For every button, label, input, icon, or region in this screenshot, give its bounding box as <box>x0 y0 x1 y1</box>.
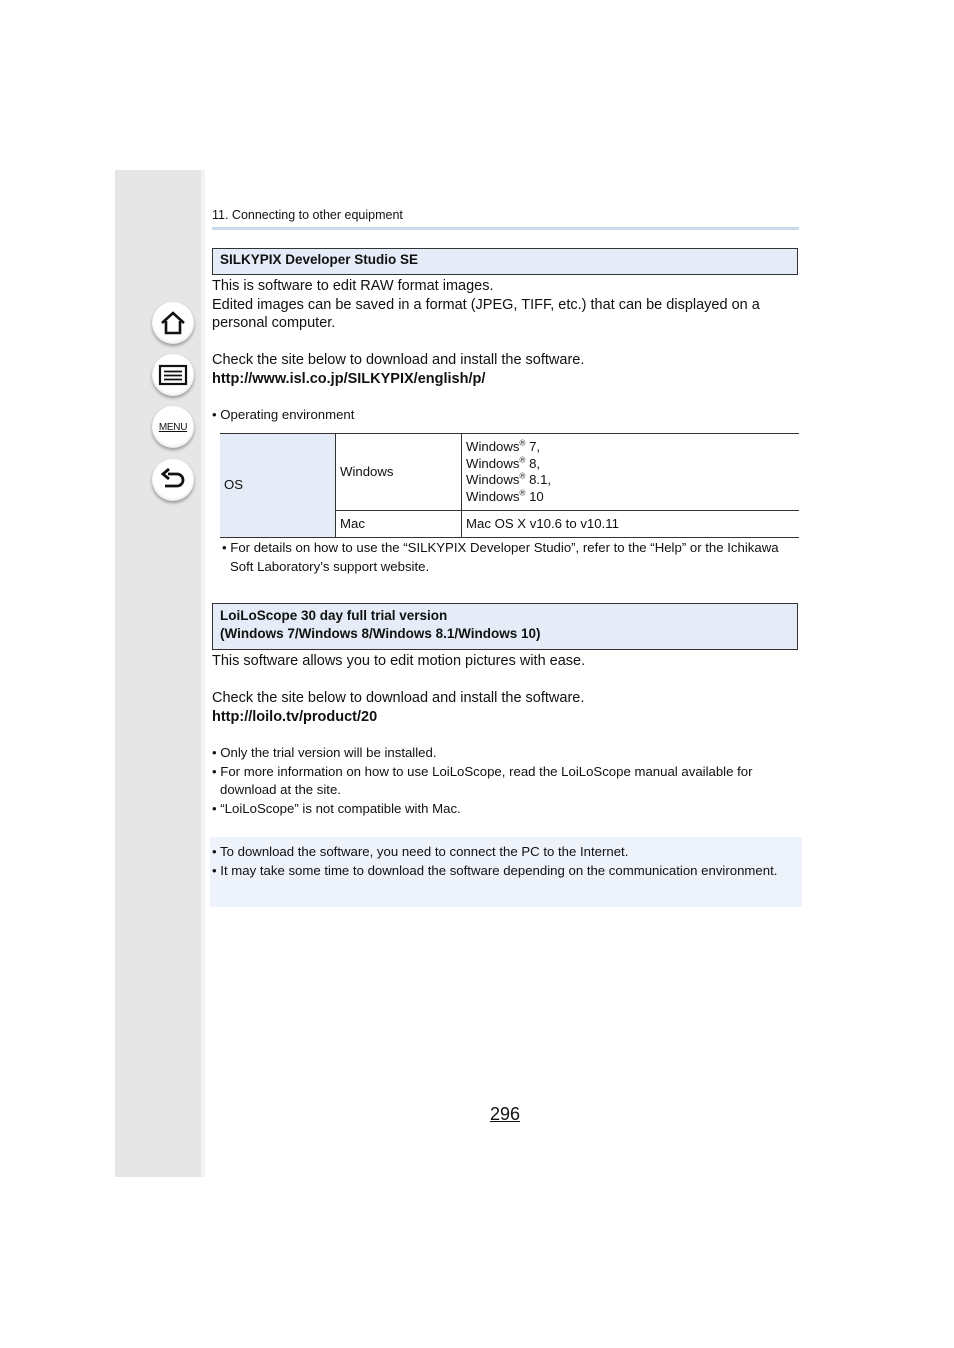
section-header-silkypix <box>212 248 798 275</box>
list-item: • Only the trial version will be installed. <box>212 745 437 760</box>
download-instruction: Check the site below to download and install the software. <box>212 690 585 706</box>
windows-label: Windows <box>340 463 394 479</box>
download-instruction: Check the site below to download and install the software. <box>212 352 585 368</box>
chapter-rule <box>212 227 799 230</box>
list-item: • To download the software, you need to connect the PC to the Internet. <box>212 844 629 859</box>
contents-button[interactable] <box>152 354 194 396</box>
section-title: SILKYPIX Developer Studio SE <box>220 252 419 267</box>
windows-version: Windows® 7, <box>466 438 541 454</box>
windows-version: Windows® 8.1, <box>466 471 552 487</box>
list-item: • For more information on how to use LoiLoScope, read the LoiLoScope manual available for download at the site. <box>212 763 753 797</box>
sidebar-edge <box>201 170 205 1177</box>
mac-versions-cell <box>462 511 800 538</box>
list-item: • It may take some time to download the software depending on the communication environment. <box>212 862 778 878</box>
mac-label: Mac <box>340 515 365 531</box>
silkypix-download <box>212 351 798 388</box>
operating-environment-label: • Operating environment <box>212 407 355 422</box>
return-arrow-icon <box>159 466 187 494</box>
windows-version: Windows® 8, <box>466 455 541 471</box>
section-header-loiloscope <box>212 603 798 650</box>
description-line: Edited images can be saved in a format (JPEG, TIFF, etc.) that can be displayed on a personal computer. <box>212 296 760 331</box>
chapter-title: 11. Connecting to other equipment <box>212 208 403 222</box>
silkypix-help-note: • For details on how to use the “SILKYPIX Developer Studio”, refer to the “Help” or the Ichikawa Soft Laboratory’s support website. <box>222 540 779 574</box>
windows-version: Windows® 10 <box>466 488 544 504</box>
mac-versions: Mac OS X v10.6 to v10.11 <box>466 515 619 531</box>
windows-label-cell <box>336 434 462 511</box>
loiloscope-notes <box>212 744 798 818</box>
mac-label-cell <box>336 511 462 538</box>
page-number: 296 <box>490 1104 521 1124</box>
back-button[interactable] <box>152 459 194 501</box>
list-item: • “LoiLoScope” is not compatible with Mac. <box>212 800 461 816</box>
section-subtitle: (Windows 7/Windows 8/Windows 8.1/Windows 10) <box>220 626 541 641</box>
note-list <box>212 843 792 880</box>
home-button[interactable] <box>152 302 194 344</box>
loiloscope-description: This software allows you to edit motion pictures with ease. <box>212 653 586 669</box>
section-title: LoiLoScope 30 day full trial version <box>220 608 448 623</box>
windows-versions-cell <box>462 434 800 511</box>
loiloscope-download <box>212 689 798 726</box>
description-line: This is software to edit RAW format images. <box>212 278 494 294</box>
menu-label: MENU <box>158 421 188 433</box>
note-box <box>210 837 802 907</box>
silkypix-url[interactable]: http://www.isl.co.jp/SILKYPIX/english/p/ <box>212 370 486 387</box>
loiloscope-url[interactable]: http://loilo.tv/product/20 <box>212 708 378 725</box>
os-table <box>220 433 799 538</box>
list-icon <box>158 363 188 387</box>
menu-button[interactable] <box>152 406 194 448</box>
silkypix-description <box>212 277 798 333</box>
os-label: OS <box>224 477 244 493</box>
os-label-cell <box>220 434 336 538</box>
home-icon <box>159 309 187 337</box>
